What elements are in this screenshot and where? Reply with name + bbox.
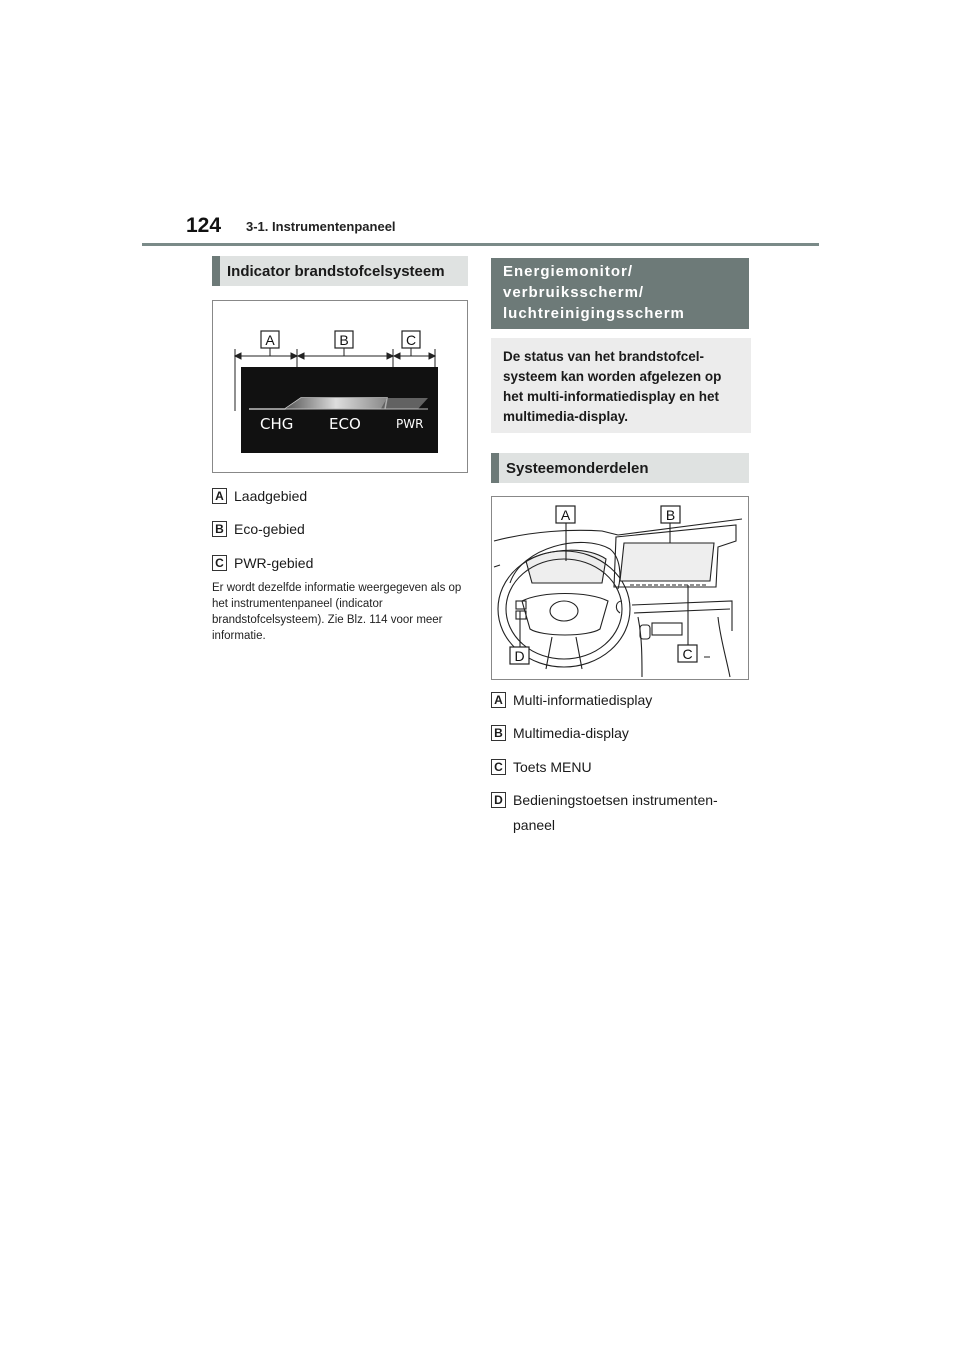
gauge-label-chg: CHG	[260, 415, 294, 433]
section-title: 3-1. Instrumentenpaneel	[246, 219, 396, 234]
eco-bar	[285, 398, 387, 409]
svg-text:B: B	[665, 507, 676, 523]
legend-text: Bedieningstoetsen instrumenten-paneel	[513, 792, 718, 833]
fuel-cell-indicator-figure	[212, 300, 468, 473]
heading-fuel-cell-indicator	[212, 256, 468, 286]
heading-text: Indicator brandstofcelsysteem	[227, 262, 445, 280]
heading-text: Systeemonderdelen	[506, 459, 649, 477]
legend-item	[212, 554, 313, 573]
body-paragraph: Er wordt dezelfde informatie weergegeven als op het instrumentenpaneel (indicator brandstofcelsysteem). Zie Blz. 114 voor meer informatie.	[212, 582, 462, 642]
legend-key: C	[491, 759, 506, 775]
gauge-label-pwr: PWR	[396, 417, 424, 431]
legend-key: A	[491, 692, 506, 708]
legend-text: Multimedia-display	[513, 725, 629, 741]
legend-item	[491, 758, 592, 777]
indicator-illustration	[213, 301, 467, 472]
dashboard-figure	[491, 496, 749, 680]
svg-text:B: B	[339, 332, 349, 348]
svg-text:C: C	[405, 332, 417, 348]
heading-system-components	[491, 453, 749, 483]
legend-text: Eco-gebied	[234, 521, 305, 537]
marker-c	[402, 331, 420, 348]
marker-d	[510, 647, 529, 664]
svg-text:D: D	[514, 648, 525, 664]
marker-b	[661, 506, 680, 523]
legend-text: Laadgebied	[234, 488, 308, 504]
marker-b	[335, 331, 353, 348]
svg-text:A: A	[560, 507, 571, 523]
legend-key: B	[491, 725, 506, 741]
legend-key: D	[491, 792, 506, 808]
marker-a	[261, 331, 279, 348]
heading-energy-monitor: Energiemonitor/ verbruiksscherm/ luchtreinigingsscherm	[491, 258, 749, 329]
legend-item	[491, 791, 741, 838]
legend-text: PWR-gebied	[234, 555, 314, 571]
legend-item	[212, 487, 307, 506]
marker-a	[556, 506, 575, 523]
legend-text: Multi-informatiedisplay	[513, 692, 653, 708]
marker-c	[678, 645, 697, 662]
gauge-panel	[241, 367, 438, 453]
legend-key: A	[212, 488, 227, 504]
svg-text:C: C	[682, 646, 693, 662]
legend-item	[491, 724, 629, 743]
gauge-label-eco: ECO	[329, 415, 361, 433]
note-box: De status van het brandstofcel-systeem kan worden afgelezen op het multi-informatiedisplay en het multimedia-display.	[491, 338, 751, 433]
dashboard-illustration	[492, 497, 748, 679]
svg-text:A: A	[265, 332, 275, 348]
legend-key: B	[212, 521, 227, 537]
page-number: 124	[186, 214, 222, 237]
legend-key: C	[212, 555, 227, 571]
legend-text: Toets MENU	[513, 759, 592, 775]
legend-item	[212, 520, 305, 539]
header-divider	[142, 243, 819, 246]
legend-item	[491, 691, 652, 710]
